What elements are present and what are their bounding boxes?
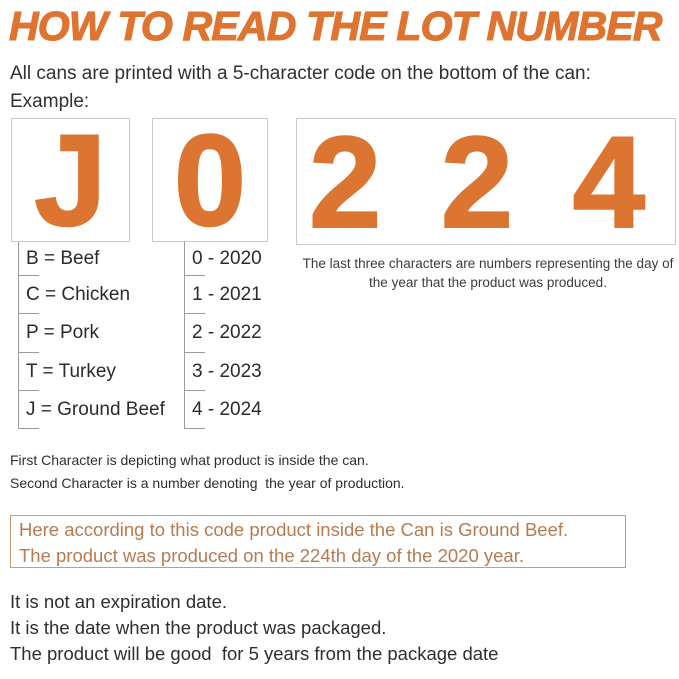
legend-label: 1 - 2021 — [192, 284, 262, 306]
page-title: HOW TO READ THE LOT NUMBER — [9, 3, 662, 49]
first-char-explanation: First Character is depicting what product is inside the can. — [10, 452, 369, 468]
lot-char-day-1: 2 — [309, 108, 382, 255]
product-code-legend — [18, 242, 188, 429]
legend-label: 0 - 2020 — [192, 248, 262, 269]
year-code-legend — [184, 242, 296, 429]
example-label: Example: — [10, 91, 90, 112]
legend-label: 3 - 2023 — [192, 360, 262, 382]
decoded-example-line1: Here according to this code product inside the Can is Ground Beef. — [19, 519, 569, 540]
intro-text: All cans are printed with a 5-character code on the bottom of the can: — [10, 63, 591, 84]
legend-label: 4 - 2024 — [192, 398, 262, 420]
list-item — [185, 353, 296, 391]
lot-char-year: 0 — [173, 107, 247, 253]
lot-char-box-product — [11, 107, 130, 253]
list-item — [19, 391, 188, 429]
list-item — [19, 242, 188, 276]
second-char-explanation: Second Character is a number denoting the year of production. — [10, 475, 405, 491]
lot-char-box-year — [152, 107, 268, 253]
legend-label: B = Beef — [26, 248, 100, 269]
lot-char-day-2: 2 — [440, 108, 514, 255]
footer-note: It is not an expiration date. — [10, 591, 227, 612]
decoded-example-box — [10, 515, 626, 568]
footer-note: It is the date when the product was packaged. — [10, 617, 387, 638]
footer-note: The product will be good for 5 years from the package date — [10, 643, 499, 664]
character-explanations — [10, 449, 405, 495]
list-item — [185, 391, 296, 429]
legend-label: T = Turkey — [26, 360, 116, 382]
footer-notes — [10, 589, 498, 667]
list-item — [185, 314, 296, 352]
decoded-example-line2: The product was produced on the 224th day of the 2020 year. — [19, 545, 524, 566]
list-item — [185, 242, 296, 276]
legend-label: C = Chicken — [26, 284, 131, 306]
list-item — [19, 314, 188, 352]
legend-label: P = Pork — [26, 322, 100, 344]
legend-label: 2 - 2022 — [192, 322, 262, 344]
lot-chars-box-day — [296, 108, 676, 255]
lot-char-day-3: 4 — [572, 108, 645, 255]
lot-char-product: J — [34, 107, 107, 253]
list-item — [19, 276, 188, 314]
legend-label: J = Ground Beef — [26, 398, 165, 420]
list-item — [19, 353, 188, 391]
list-item — [185, 276, 296, 314]
last-three-note: The last three characters are numbers representing the day of the year that the product was produced. — [302, 256, 674, 290]
